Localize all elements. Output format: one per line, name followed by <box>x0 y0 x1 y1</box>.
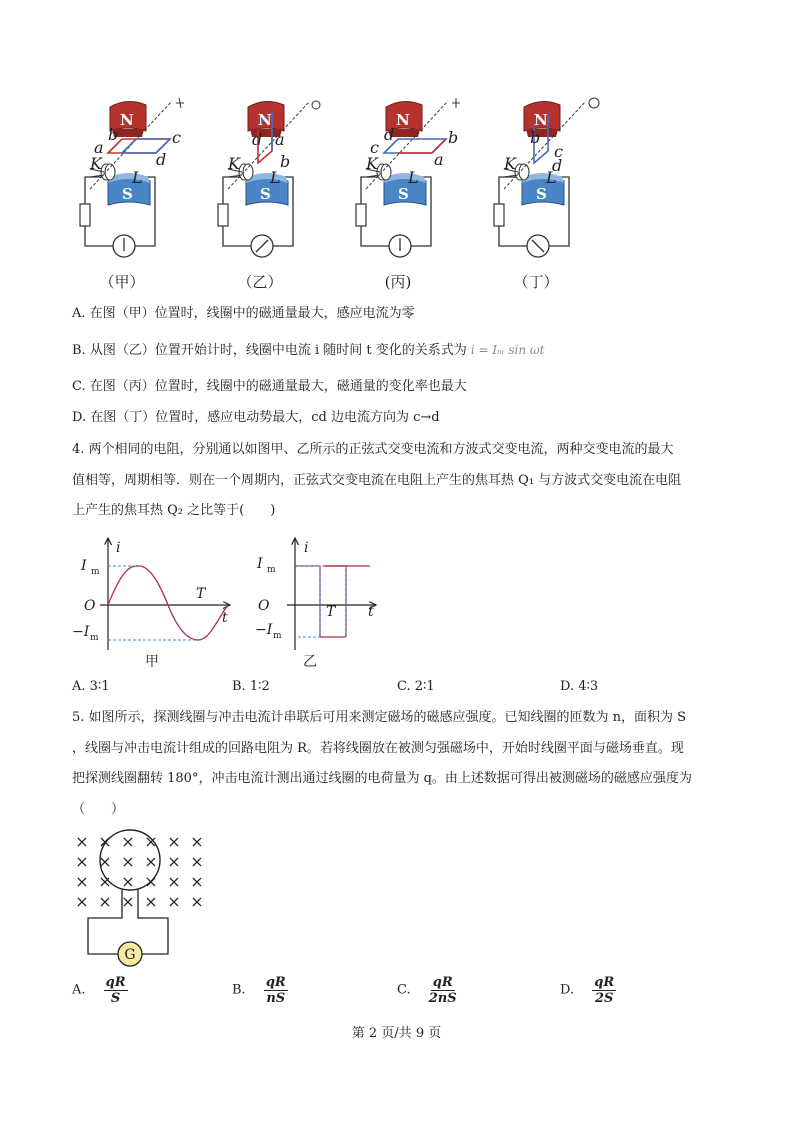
field-cross: × <box>144 852 158 871</box>
field-cross: × <box>98 892 112 911</box>
q5-stem-line4: （ ） <box>72 802 125 817</box>
q4-option-b[interactable]: B. 1∶2 <box>232 679 270 694</box>
neg-im-label: −I <box>72 624 90 640</box>
field-cross: × <box>167 832 181 851</box>
q4-stem-line1: 4. 两个相同的电阻，分别通以如图甲、乙所示的正弦式交变电流和方波式交变电流，两种交变电流的最大 <box>72 442 674 457</box>
field-cross: × <box>75 852 89 871</box>
axis-t-label: t <box>222 610 228 626</box>
ac-graphs <box>70 530 400 675</box>
field-cross: × <box>98 872 112 891</box>
formula-image: i = Iₘ sin ωt <box>470 343 545 357</box>
coil-label: d <box>552 156 563 175</box>
q4-option-a[interactable]: A. 3∶1 <box>72 679 110 694</box>
probe-coil-figure <box>70 828 210 968</box>
field-cross: × <box>98 852 112 871</box>
im-label: I <box>257 556 263 572</box>
k-label: K <box>366 154 378 173</box>
l-label: L <box>408 168 419 187</box>
field-cross: × <box>75 872 89 891</box>
coil-label: c <box>172 128 181 147</box>
q5-option-a[interactable]: A. $\frac{qR}{S}$ <box>72 975 126 1006</box>
period-label: T <box>326 604 336 620</box>
pole-s-label: S <box>260 185 271 203</box>
q4-stem-line2: 值相等，周期相等．则在一个周期内，正弦式交变电流在电阻上产生的焦耳热 Q₁ 与方波式交变电流在电阻 <box>72 473 682 488</box>
coil-label: a <box>275 130 285 149</box>
q4-stem-line3: 上产生的焦耳热 Q₂ 之比等于( ) <box>72 503 276 518</box>
coil-label: c <box>554 142 563 161</box>
coil-label: b <box>448 128 459 147</box>
coil-label: a <box>434 150 444 169</box>
svg-text:m: m <box>267 565 276 575</box>
field-cross: × <box>121 832 135 851</box>
q3-option-c[interactable]: C. 在图（丙）位置时，线圈中的磁通量最大，磁通量的变化率也最大 <box>72 379 467 394</box>
period-label: T <box>196 586 206 602</box>
q3-option-b[interactable]: B. 从图（乙）位置开始计时，线圈中电流 i 随时间 t 变化的关系式为 i = Iₘ sin ωt <box>72 343 545 358</box>
coil-label: d <box>384 125 395 144</box>
field-cross: × <box>167 872 181 891</box>
coil-label: c <box>370 138 379 157</box>
field-cross: × <box>190 872 204 891</box>
figure-caption: （乙） <box>237 273 283 291</box>
page-footer: 第 2 页/共 9 页 <box>351 1026 442 1041</box>
field-cross: × <box>121 892 135 911</box>
field-cross: × <box>167 892 181 911</box>
k-label: K <box>504 154 516 173</box>
pole-n-label: N <box>120 111 134 129</box>
axis-t-label: t <box>368 604 374 620</box>
q3-option-a[interactable]: A. 在图（甲）位置时，线圈中的磁通量最大，感应电流为零 <box>72 306 415 321</box>
field-cross: × <box>121 852 135 871</box>
q5-option-c[interactable]: C. $\frac{qR}{2nS}$ <box>397 975 457 1006</box>
pole-n-label: N <box>258 111 272 129</box>
field-cross: × <box>144 872 158 891</box>
origin-label: O <box>258 598 270 614</box>
galvanometer-label: G <box>124 947 136 963</box>
axis-i-label: i <box>116 540 121 556</box>
q5-stem-line3: 把探测线圈翻转 180°，冲击电流计测出通过线圈的电荷量为 q。由上述数据可得出被测磁场的磁感应强度为 <box>72 771 692 786</box>
svg-text:m: m <box>91 567 100 577</box>
l-label: L <box>270 168 281 187</box>
axis-i-label: i <box>304 540 309 556</box>
pole-n-label: N <box>396 111 410 129</box>
coil-label: b <box>280 152 291 171</box>
l-label: L <box>132 168 143 187</box>
q4-option-c[interactable]: C. 2∶1 <box>397 679 435 694</box>
field-cross: × <box>98 832 112 851</box>
field-cross: × <box>75 832 89 851</box>
field-cross: × <box>190 892 204 911</box>
q5-stem-line2: ，线圈与冲击电流计组成的回路电阻为 R。若将线圈放在被测匀强磁场中，开始时线圈平面与磁场垂直。现 <box>72 741 684 756</box>
im-label: I <box>81 558 87 574</box>
q5-option-d[interactable]: D. $\frac{qR}{2S}$ <box>560 975 615 1006</box>
coil-label: b <box>530 128 541 147</box>
neg-im-label: −I <box>255 622 273 638</box>
figure-caption: （甲） <box>99 273 145 291</box>
pole-s-label: S <box>398 185 409 203</box>
pole-n-label: N <box>534 111 548 129</box>
field-cross: × <box>121 872 135 891</box>
graph-caption: 甲 <box>145 654 159 670</box>
l-label: L <box>546 168 557 187</box>
q4-option-d[interactable]: D. 4∶3 <box>560 679 599 694</box>
sine-wave <box>108 566 228 640</box>
field-cross: × <box>190 832 204 851</box>
coil-label: b <box>108 125 119 144</box>
origin-label: O <box>84 598 96 614</box>
field-cross: × <box>190 852 204 871</box>
field-cross: × <box>144 832 158 851</box>
svg-text:m: m <box>273 631 282 641</box>
figure-caption: (丙) <box>384 273 412 291</box>
figure-caption: （丁） <box>513 273 559 291</box>
coil-label: d <box>156 150 167 169</box>
pole-s-label: S <box>122 185 133 203</box>
field-cross: × <box>75 892 89 911</box>
field-cross: × <box>167 852 181 871</box>
graph-caption: 乙 <box>303 654 317 670</box>
svg-text:m: m <box>90 633 99 643</box>
k-label: K <box>90 154 102 173</box>
q5-stem-line1: 5. 如图所示，探测线圈与冲击电流计串联后可用来测定磁场的磁感应强度。已知线圈的匝数为 n，面积为 S <box>72 710 687 725</box>
pole-s-label: S <box>536 185 547 203</box>
field-cross: × <box>144 892 158 911</box>
q5-option-b[interactable]: B. $\frac{qR}{nS}$ <box>232 975 286 1006</box>
coil-label: d <box>252 130 263 149</box>
coil-label: a <box>94 138 104 157</box>
generator-figures <box>60 95 620 295</box>
q3-option-d[interactable]: D. 在图（丁）位置时，感应电动势最大，cd 边电流方向为 c→d <box>72 410 440 425</box>
k-label: K <box>228 154 240 173</box>
